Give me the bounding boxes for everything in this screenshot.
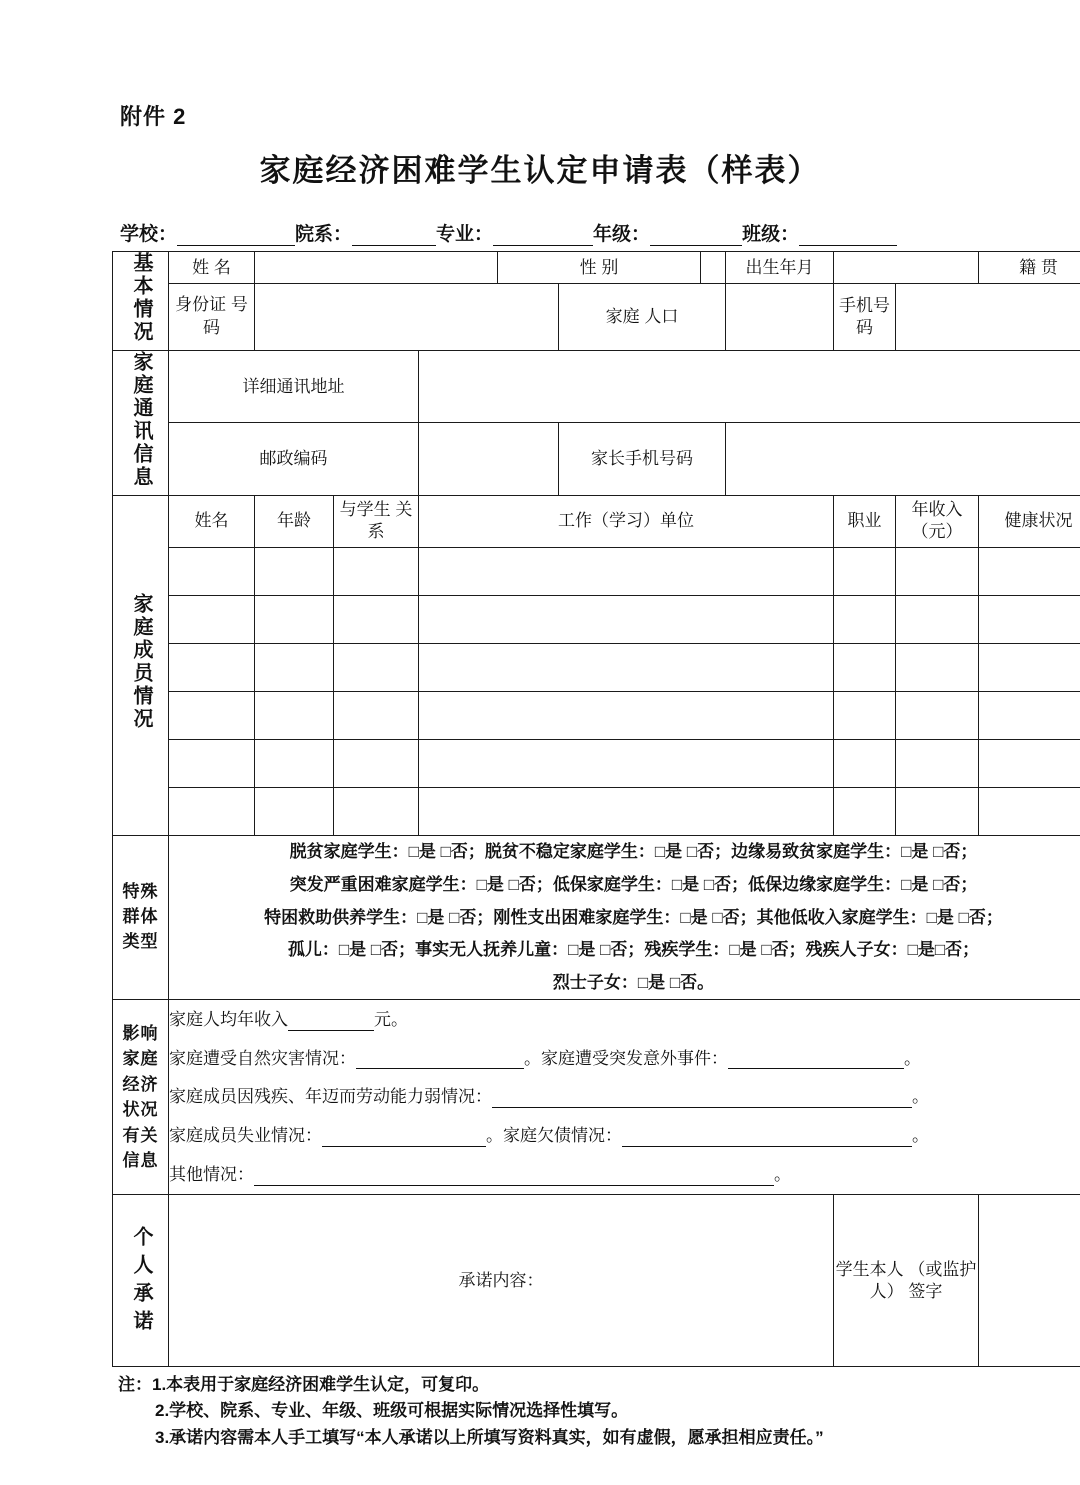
family-members-label [113, 495, 169, 835]
postcode-value[interactable] [419, 423, 559, 495]
birth-value[interactable] [834, 252, 979, 284]
member-relation-cell[interactable] [334, 691, 419, 739]
member-health-cell[interactable] [979, 595, 1080, 643]
unemployment-label: 家庭成员失业情况： [169, 1126, 322, 1145]
special-group-line[interactable]: 脱贫家庭学生：□是 □否；脱贫不稳定家庭学生：□是 □否；边缘易致贫家庭学生：□是 □否； [289, 842, 978, 861]
member-workplace-cell[interactable] [419, 595, 834, 643]
unemployment-period: 。 [486, 1126, 503, 1145]
footer-notes [118, 1372, 1018, 1451]
table-row [113, 739, 1080, 787]
economic-info-label-line4: 状况 [122, 1100, 159, 1120]
special-group-line[interactable]: 烈士子女：□是 □否。 [552, 973, 715, 992]
member-workplace-cell[interactable] [419, 547, 834, 595]
economic-info-row [113, 1000, 1080, 1195]
unemployment-input[interactable] [322, 1131, 486, 1147]
member-health-cell[interactable] [979, 787, 1080, 835]
special-groups-label-line2: 群体 [122, 907, 159, 927]
commitment-content-area[interactable] [169, 1195, 834, 1367]
member-health-cell[interactable] [979, 691, 1080, 739]
family-members-header-row [113, 495, 1080, 547]
notes-prefix: 注： [118, 1375, 152, 1394]
member-workplace-cell[interactable] [419, 739, 834, 787]
commitment-label [113, 1195, 169, 1367]
class-label: 班级： [742, 224, 800, 245]
address-value[interactable] [419, 350, 1080, 422]
column-header-occupation: 职业 [834, 495, 896, 547]
disaster-input[interactable] [356, 1053, 524, 1069]
member-relation-cell[interactable] [334, 547, 419, 595]
special-groups-label-line1: 特殊 [122, 882, 159, 902]
member-name-cell[interactable] [169, 739, 255, 787]
member-relation-cell[interactable] [334, 739, 419, 787]
disability-period: 。 [912, 1087, 929, 1107]
column-header-relation [334, 495, 419, 547]
member-name-cell[interactable] [169, 787, 255, 835]
member-relation-cell[interactable] [334, 787, 419, 835]
debt-input[interactable] [622, 1131, 912, 1147]
basic-info-row-2 [113, 284, 1080, 350]
disability-input[interactable] [492, 1092, 912, 1108]
disability-line [169, 1078, 1080, 1117]
note-item-1 [118, 1372, 1018, 1398]
column-header-health: 健康状况 [979, 495, 1080, 547]
contact-info-label-text: 家庭通讯信息 [130, 350, 152, 489]
gender-value[interactable] [701, 252, 726, 284]
member-occupation-cell[interactable] [834, 691, 896, 739]
application-form-table [112, 251, 1080, 1367]
member-age-cell[interactable] [255, 787, 334, 835]
family-size-label [559, 284, 726, 350]
commitment-label-text: 个人承诺 [130, 1225, 152, 1338]
commitment-content-label: 承诺内容： [458, 1270, 544, 1290]
column-header-income-line1: 年收入 [911, 499, 963, 519]
accident-input[interactable] [728, 1053, 904, 1069]
parent-phone-value[interactable] [726, 423, 1080, 495]
special-groups-label-line3: 类型 [122, 931, 159, 951]
member-workplace-cell[interactable] [419, 643, 834, 691]
member-name-cell[interactable] [169, 643, 255, 691]
member-health-cell[interactable] [979, 643, 1080, 691]
accident-period: 。 [904, 1048, 921, 1068]
signature-label-line2: （或监护人） [869, 1259, 977, 1301]
table-row [113, 643, 1080, 691]
grade-label: 年级： [593, 224, 651, 245]
name-label: 姓 名 [169, 252, 255, 284]
department-input[interactable] [352, 228, 436, 246]
postcode-label: 邮政编码 [169, 423, 419, 495]
contact-info-row-2 [113, 423, 1080, 495]
economic-info-label-line1: 影响 [122, 1023, 159, 1043]
member-age-cell[interactable] [255, 547, 334, 595]
family-size-label-line2: 人口 [644, 306, 679, 326]
unemployment-debt-line [169, 1117, 1080, 1156]
signature-area[interactable] [979, 1195, 1080, 1367]
school-input[interactable] [177, 228, 295, 246]
id-number-label-line1: 身份证 [175, 295, 227, 315]
economic-info-label-line6: 信息 [122, 1151, 159, 1171]
table-row [113, 547, 1080, 595]
other-situation-label: 其他情况： [169, 1164, 254, 1184]
other-situation-period: 。 [774, 1164, 791, 1184]
member-workplace-cell[interactable] [419, 787, 834, 835]
disaster-label: 家庭遭受自然灾害情况： [169, 1048, 356, 1068]
family-size-label-line1: 家庭 [605, 306, 640, 326]
native-place-label: 籍 贯 [979, 252, 1080, 284]
id-number-label-line2: 号 码 [203, 295, 265, 337]
disaster-accident-line [169, 1039, 1080, 1078]
other-situation-input[interactable] [254, 1170, 774, 1186]
column-header-workplace: 工作（学习）单位 [419, 495, 834, 547]
special-group-line[interactable]: 特困救助供养学生：□是 □否；刚性支出困难家庭学生：□是 □否；其他低收入家庭学生：□是 □否； [264, 907, 1003, 927]
birth-label: 出生年月 [726, 252, 834, 284]
signature-label [834, 1195, 979, 1367]
member-age-cell[interactable] [255, 643, 334, 691]
contact-info-row-1 [113, 350, 1080, 422]
basic-info-label-text: 基本情况 [130, 252, 152, 344]
basic-info-row-1 [113, 252, 1080, 284]
name-value[interactable] [255, 252, 498, 284]
family-members-label-text: 家庭成员情况 [130, 593, 152, 732]
member-workplace-cell[interactable] [419, 691, 834, 739]
page-title: 家庭经济困难学生认定申请表（样表） [259, 153, 821, 188]
column-header-relation-line2: 关系 [367, 499, 413, 541]
member-health-cell[interactable] [979, 547, 1080, 595]
disaster-period: 。 [524, 1048, 541, 1068]
member-name-cell[interactable] [169, 595, 255, 643]
member-name-cell[interactable] [169, 547, 255, 595]
member-relation-cell[interactable] [334, 643, 419, 691]
economic-info-label-line2: 家庭 [122, 1049, 159, 1069]
member-income-cell[interactable] [896, 739, 979, 787]
economic-info-label-line5: 有关 [122, 1125, 159, 1145]
per-capita-income-label: 家庭人均年收入 [169, 1009, 288, 1029]
member-age-cell[interactable] [255, 691, 334, 739]
commitment-row [113, 1195, 1080, 1367]
member-income-cell[interactable] [896, 643, 979, 691]
member-age-cell[interactable] [255, 739, 334, 787]
note-item-3: 3.承诺内容需本人手工填写“本人承诺以上所填写资料真实，如有虚假，愿承担相应责任。” [155, 1427, 824, 1447]
disability-label: 家庭成员因残疾、年迈而劳动能力弱情况： [169, 1087, 492, 1107]
per-capita-income-unit: 元。 [374, 1009, 408, 1029]
parent-phone-label: 家长手机号码 [559, 423, 726, 495]
attachment-number: 附件 2 [120, 104, 187, 129]
special-group-line[interactable]: 突发严重困难家庭学生：□是 □否；低保家庭学生：□是 □否；低保边缘家庭学生：□是 □否； [289, 874, 978, 894]
id-number-value[interactable] [255, 284, 559, 350]
special-groups-label [113, 835, 169, 1000]
class-input[interactable] [799, 228, 897, 246]
table-row [113, 787, 1080, 835]
member-occupation-cell[interactable] [834, 787, 896, 835]
note-text-1: 1.本表用于家庭经济困难学生认定，可复印。 [152, 1375, 490, 1394]
major-label: 专业： [436, 224, 494, 245]
major-input[interactable] [493, 228, 593, 246]
member-name-cell[interactable] [169, 691, 255, 739]
grade-input[interactable] [650, 228, 742, 246]
member-income-cell[interactable] [896, 595, 979, 643]
identity-header-line [120, 219, 980, 246]
debt-period: 。 [912, 1126, 929, 1145]
accident-label: 家庭遭受突发意外事件： [541, 1048, 728, 1068]
contact-info-label [113, 350, 169, 495]
member-occupation-cell[interactable] [834, 739, 896, 787]
table-row [113, 691, 1080, 739]
member-income-cell[interactable] [896, 787, 979, 835]
family-size-value[interactable] [726, 284, 834, 350]
signature-label-line3: 签字 [908, 1281, 943, 1301]
basic-info-label [113, 252, 169, 351]
column-header-income [896, 495, 979, 547]
special-groups-row [113, 835, 1080, 1000]
signature-label-line1: 学生本人 [835, 1259, 904, 1279]
per-capita-income-input[interactable] [288, 1015, 374, 1031]
economic-info-label-line3: 经济 [122, 1074, 159, 1094]
school-label: 学校： [120, 224, 178, 245]
department-label: 院系： [295, 224, 353, 245]
per-capita-income-line [169, 1000, 1080, 1039]
gender-label: 性 别 [498, 252, 701, 284]
economic-info-label [113, 1000, 169, 1195]
other-situation-line [169, 1155, 1080, 1194]
member-relation-cell[interactable] [334, 595, 419, 643]
column-header-relation-line1: 与学生 [339, 499, 391, 519]
debt-label: 家庭欠债情况： [503, 1126, 622, 1145]
special-group-line[interactable]: 孤儿：□是 □否；事实无人抚养儿童：□是 □否；残疾学生：□是 □否；残疾人子女：□是□否； [287, 940, 980, 960]
table-row [113, 595, 1080, 643]
economic-info-content [169, 1000, 1080, 1195]
member-occupation-cell[interactable] [834, 595, 896, 643]
member-occupation-cell[interactable] [834, 547, 896, 595]
member-age-cell[interactable] [255, 595, 334, 643]
column-header-age: 年龄 [255, 495, 334, 547]
column-header-name: 姓名 [169, 495, 255, 547]
member-income-cell[interactable] [896, 691, 979, 739]
phone-value[interactable] [896, 284, 1080, 350]
phone-label: 手机号码 [834, 284, 896, 350]
note-item-2: 2.学校、院系、专业、年级、班级可根据实际情况选择性填写。 [155, 1401, 629, 1421]
member-occupation-cell[interactable] [834, 643, 896, 691]
member-health-cell[interactable] [979, 739, 1080, 787]
address-label: 详细通讯地址 [169, 350, 419, 422]
special-groups-content [169, 835, 1080, 1000]
member-income-cell[interactable] [896, 547, 979, 595]
column-header-income-line2: （元） [911, 522, 963, 541]
id-number-label [169, 284, 265, 350]
